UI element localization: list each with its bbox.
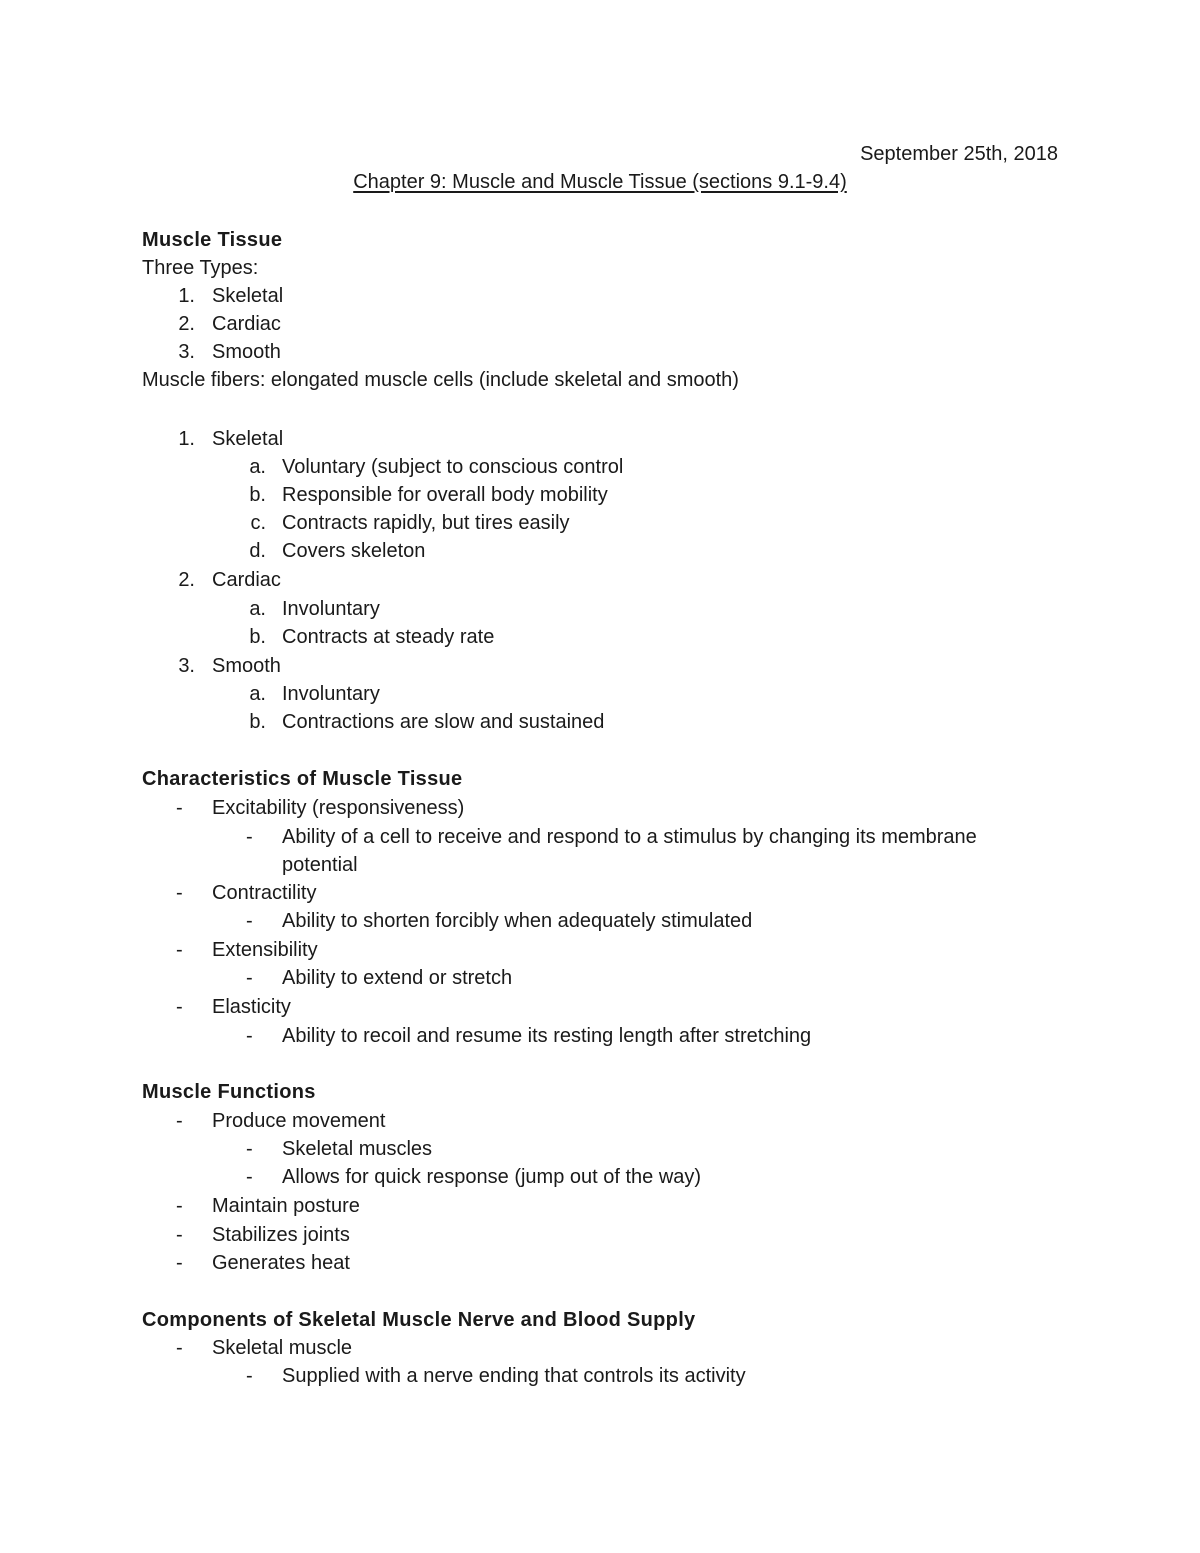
document-date: September 25th, 2018 [860, 143, 1058, 165]
bullet-marker: - [246, 967, 253, 989]
list-item: Smooth [212, 341, 281, 363]
sublist-marker: c. [250, 512, 266, 534]
bullet-marker: - [176, 1195, 183, 1217]
muscle-fibers-note: Muscle fibers: elongated muscle cells (include skeletal and smooth) [142, 369, 739, 391]
sublist-item: Contractions are slow and sustained [282, 711, 605, 733]
list-item: Smooth [212, 655, 281, 677]
list-marker: 3. [178, 341, 195, 363]
sublist-item: Voluntary (subject to conscious control [282, 456, 624, 478]
sublist-item: Responsible for overall body mobility [282, 484, 608, 506]
sublist-marker: b. [249, 711, 266, 733]
sublist-item: Involuntary [282, 683, 380, 705]
three-types-intro: Three Types: [142, 257, 259, 279]
bullet-item: Generates heat [212, 1252, 350, 1274]
sub-bullet-item: Supplied with a nerve ending that controls its activity [282, 1365, 746, 1387]
bullet-marker: - [246, 910, 253, 932]
list-item: Cardiac [212, 313, 281, 335]
bullet-item: Contractility [212, 882, 317, 904]
bullet-marker: - [246, 826, 253, 848]
sublist-item: Contracts at steady rate [282, 626, 495, 648]
list-marker: 1. [178, 428, 195, 450]
sub-bullet-item: Ability to shorten forcibly when adequately stimulated [282, 910, 753, 932]
list-marker: 2. [178, 569, 195, 591]
sublist-marker: b. [249, 484, 266, 506]
bullet-marker: - [246, 1138, 253, 1160]
sub-bullet-item: Ability of a cell to receive and respond to a stimulus by changing its membrane [282, 826, 977, 848]
sublist-marker: d. [249, 540, 266, 562]
bullet-item: Produce movement [212, 1110, 386, 1132]
bullet-marker: - [246, 1166, 253, 1188]
sublist-item: Contracts rapidly, but tires easily [282, 512, 570, 534]
bullet-marker: - [176, 882, 183, 904]
document-title: Chapter 9: Muscle and Muscle Tissue (sections 9.1-9.4) [353, 171, 847, 193]
bullet-marker: - [176, 1337, 183, 1359]
bullet-marker: - [176, 1110, 183, 1132]
section-heading-characteristics: Characteristics of Muscle Tissue [142, 768, 463, 790]
sublist-marker: a. [249, 456, 266, 478]
sublist-item: Covers skeleton [282, 540, 426, 562]
bullet-marker: - [246, 1025, 253, 1047]
bullet-item: Excitability (responsiveness) [212, 797, 465, 819]
bullet-item: Skeletal muscle [212, 1337, 353, 1359]
section-heading-components: Components of Skeletal Muscle Nerve and Blood Supply [142, 1309, 696, 1331]
sublist-marker: a. [249, 683, 266, 705]
sub-bullet-item: Allows for quick response (jump out of the way) [282, 1166, 702, 1188]
sublist-marker: a. [249, 598, 266, 620]
bullet-marker: - [176, 1224, 183, 1246]
sub-bullet-item: Ability to extend or stretch [282, 967, 513, 989]
bullet-item: Elasticity [212, 996, 291, 1018]
list-item: Skeletal [212, 285, 284, 307]
bullet-marker: - [176, 1252, 183, 1274]
list-marker: 1. [178, 285, 195, 307]
section-heading-muscle-tissue: Muscle Tissue [142, 229, 283, 251]
bullet-item: Extensibility [212, 939, 318, 961]
bullet-marker: - [176, 797, 183, 819]
list-marker: 2. [178, 313, 195, 335]
bullet-item: Maintain posture [212, 1195, 360, 1217]
sublist-item: Involuntary [282, 598, 380, 620]
sublist-marker: b. [249, 626, 266, 648]
sub-bullet-item-continued: potential [282, 854, 358, 876]
bullet-marker: - [246, 1365, 253, 1387]
bullet-marker: - [176, 939, 183, 961]
bullet-item: Stabilizes joints [212, 1224, 350, 1246]
bullet-marker: - [176, 996, 183, 1018]
list-item: Cardiac [212, 569, 281, 591]
list-marker: 3. [178, 655, 195, 677]
sub-bullet-item: Ability to recoil and resume its resting length after stretching [282, 1025, 812, 1047]
list-item: Skeletal [212, 428, 284, 450]
sub-bullet-item: Skeletal muscles [282, 1138, 433, 1160]
section-heading-functions: Muscle Functions [142, 1081, 316, 1103]
